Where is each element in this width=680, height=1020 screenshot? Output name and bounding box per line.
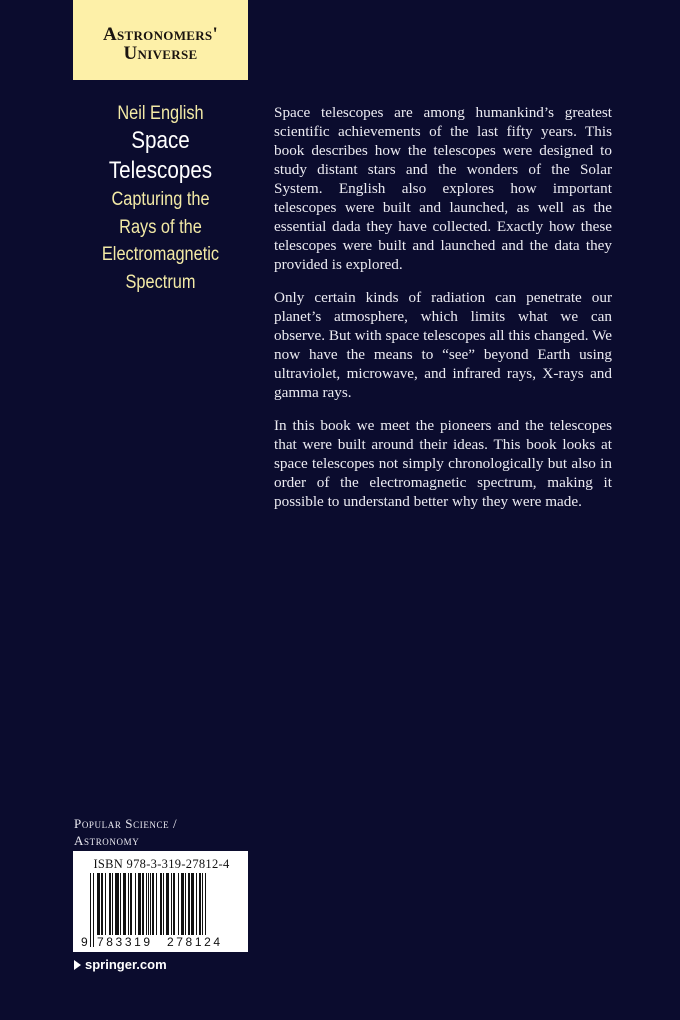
subtitle-line-2: Rays of the (119, 216, 202, 238)
series-name-line-1: Astronomers' (102, 24, 219, 45)
barcode-digits-left: 783319 (97, 935, 153, 949)
blurb-paragraph-2: Only certain kinds of radiation can penetrate our planet’s atmosphere, which limits what we can observe. But with space telescopes all this changed. We now have the means to “see” beyond Earth using ultraviolet, microwave, and infrared rays, X-rays and gamma rays. (274, 289, 612, 401)
category-line-1: Popular Science / (74, 816, 178, 831)
category-line-2: Astronomy (74, 833, 140, 848)
isbn-label: ISBN 978-3-319-27812-4 (93, 857, 230, 871)
title-block (73, 102, 248, 296)
blurb-paragraph-1: Space telescopes are among humankind’s greatest scientific achievements of the last fifty years. This book describes how the telescopes were designed to study distant stars and the wonders of the Solar System. English also explores how important telescopes were built and launched, as well as the essential dada they have collected. Exactly how these telescopes were built and launched and the data they provided is explored. (274, 104, 612, 273)
barcode-graphic (81, 873, 242, 951)
publisher-link[interactable] (74, 957, 167, 972)
blurb-paragraph-3: In this book we meet the pioneers and the telescopes that were built around their ideas. This book looks at space telescopes not simply chronologically but also in order of the electromagnetic spectrum, making it possible to understand better why they were made. (274, 417, 612, 510)
subject-category (74, 815, 177, 849)
book-title-line-1: Space (131, 127, 190, 154)
subtitle-line-1: Capturing the (111, 189, 210, 210)
book-title-line-2: Telescopes (108, 157, 213, 184)
subtitle-line-4: Spectrum (125, 271, 196, 293)
barcode-digits-right: 278124 (167, 935, 223, 949)
triangle-right-icon (74, 960, 81, 970)
isbn-barcode (73, 851, 248, 952)
author-name: Neil English (117, 103, 204, 124)
barcode-digits (81, 935, 241, 949)
back-cover-blurb (274, 103, 612, 525)
series-banner (73, 0, 248, 80)
subtitle-line-3: Electromagnetic (101, 244, 220, 265)
barcode-digit-first: 9 (81, 935, 88, 949)
series-name-line-2: Universe (123, 43, 198, 64)
publisher-url: springer.com (85, 957, 167, 972)
